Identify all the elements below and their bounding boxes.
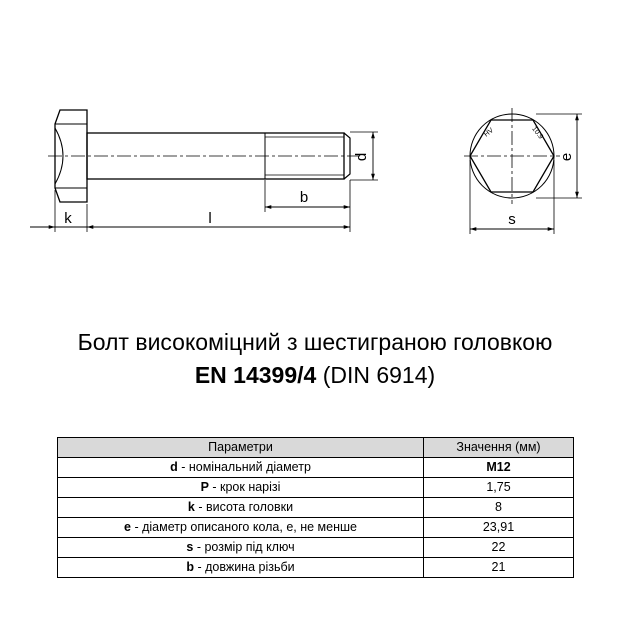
product-title: Болт високоміцний з шестиграною головкою xyxy=(77,329,553,355)
param-value: M12 xyxy=(424,458,574,478)
param-cell xyxy=(58,558,424,578)
param-description: - діаметр описаного кола, е, не менше xyxy=(130,520,357,534)
label-b: b xyxy=(299,189,309,206)
standard-reference: (DIN 6914) xyxy=(322,362,436,388)
param-symbol: k xyxy=(187,500,195,514)
param-cell xyxy=(58,498,424,518)
bolt-side-view xyxy=(30,110,378,232)
param-cell xyxy=(58,478,424,498)
standard-code: EN 14399/4 xyxy=(194,362,317,388)
label-e: e xyxy=(558,152,575,162)
bolt-top-view xyxy=(464,108,582,234)
header-parameters: Параметри xyxy=(58,438,424,458)
param-symbol: b xyxy=(186,560,194,574)
table-row xyxy=(58,558,574,578)
bolt-technical-drawing xyxy=(0,0,630,300)
param-cell xyxy=(58,538,424,558)
label-k: k xyxy=(64,210,72,227)
parameters-table xyxy=(57,437,574,578)
param-symbol: d xyxy=(170,460,178,474)
label-s: s xyxy=(508,211,516,228)
table-row xyxy=(58,478,574,498)
param-value: 21 xyxy=(424,558,574,578)
table-row xyxy=(58,498,574,518)
param-value: 23,91 xyxy=(424,518,574,538)
head-mark-maker: HV xyxy=(483,127,496,139)
header-values: Значення (мм) xyxy=(424,438,574,458)
table-header-row xyxy=(58,438,574,458)
table-row xyxy=(58,538,574,558)
param-description: - висота головки xyxy=(194,500,294,514)
param-description: - крок нарізі xyxy=(208,480,281,494)
param-cell xyxy=(58,518,424,538)
table-row xyxy=(58,518,574,538)
head-mark-grade: 10.9 xyxy=(530,125,545,141)
param-value: 22 xyxy=(424,538,574,558)
label-l: l xyxy=(208,210,212,227)
param-value: 8 xyxy=(424,498,574,518)
param-symbol: e xyxy=(124,520,131,534)
param-symbol: s xyxy=(186,540,194,554)
param-description: - розмір під ключ xyxy=(193,540,295,554)
product-standard xyxy=(0,361,630,389)
table-row xyxy=(58,458,574,478)
label-d: d xyxy=(353,152,370,162)
param-description: - номінальний діаметр xyxy=(177,460,311,474)
param-symbol: P xyxy=(200,480,209,494)
param-value: 1,75 xyxy=(424,478,574,498)
param-cell xyxy=(58,458,424,478)
param-description: - довжина різьби xyxy=(193,560,295,574)
